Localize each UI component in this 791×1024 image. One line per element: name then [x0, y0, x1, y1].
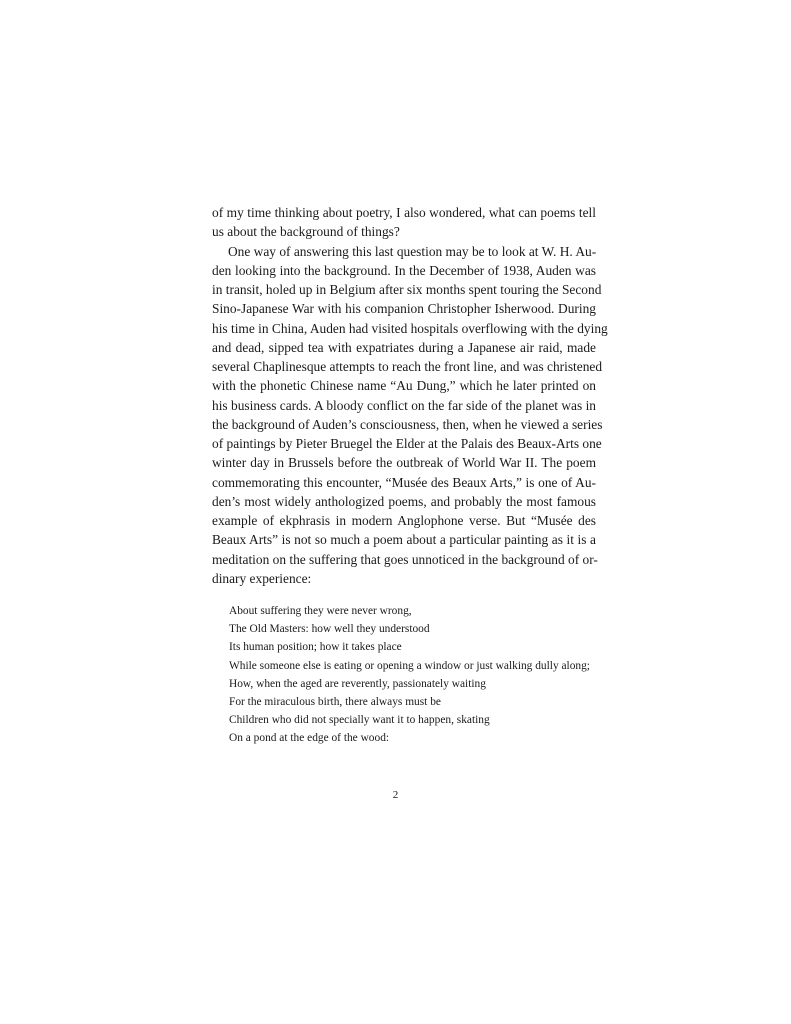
- text-line: with the phonetic Chinese name “Au Dung,” which he later printed on: [212, 378, 596, 394]
- poem-line: About suffering they were never wrong,: [229, 605, 412, 617]
- text-line: his business cards. A bloody conflict on the far side of the planet was in: [212, 397, 596, 413]
- text-line: of paintings by Pieter Bruegel the Elder at the Palais des Beaux-Arts one: [212, 436, 602, 451]
- text-line: meditation on the suffering that goes unnoticed in the background of or-: [212, 551, 598, 567]
- text-line: winter day in Brussels before the outbreak of World War II. The poem: [212, 455, 596, 471]
- text-line: his time in China, Auden had visited hospitals overflowing with the dying: [212, 320, 608, 336]
- text-line: us about the background of things?: [212, 224, 400, 240]
- text-line: of my time thinking about poetry, I also wondered, what can poems tell: [212, 205, 596, 220]
- poem-line: The Old Masters: how well they understood: [229, 623, 430, 636]
- poem-line: Its human position; how it takes place: [229, 641, 402, 654]
- text-line: dinary experience:: [212, 570, 312, 586]
- text-line: den looking into the background. In the December of 1938, Auden was: [212, 262, 596, 278]
- text-line: commemorating this encounter, “Musée des Beaux Arts,” is one of Au-: [212, 474, 596, 490]
- text-line: One way of answering this last question may be to look at W. H. Au-: [228, 243, 597, 259]
- poem-line: On a pond at the edge of the wood:: [229, 732, 390, 745]
- poem-line: Children who did not specially want it to happen, skating: [229, 714, 490, 727]
- poem-quotation: [229, 602, 599, 748]
- text-line: and dead, sipped tea with expatriates during a Japanese air raid, made: [212, 339, 596, 355]
- text-line: Beaux Arts” is not so much a poem about a particular painting as it is a: [212, 532, 596, 548]
- poem-line: While someone else is eating or opening a window or just walking dully along;: [229, 659, 590, 672]
- text-line: several Chaplinesque attempts to reach the front line, and was christened: [212, 359, 603, 374]
- body-text: [212, 203, 608, 588]
- text-line: in transit, holed up in Belgium after six months spent touring the Second: [212, 282, 602, 297]
- poem-line: For the miraculous birth, there always must be: [229, 695, 441, 708]
- text-line: the background of Auden’s consciousness, then, when he viewed a series: [212, 416, 603, 432]
- text-line: Sino-Japanese War with his companion Christopher Isherwood. During: [212, 301, 596, 317]
- text-line: den’s most widely anthologized poems, and probably the most famous: [212, 493, 596, 509]
- poem-line: How, when the aged are reverently, passionately waiting: [229, 677, 486, 690]
- text-line: example of ekphrasis in modern Anglophone verse. But “Musée des: [212, 513, 596, 528]
- page-number: 2: [392, 789, 399, 801]
